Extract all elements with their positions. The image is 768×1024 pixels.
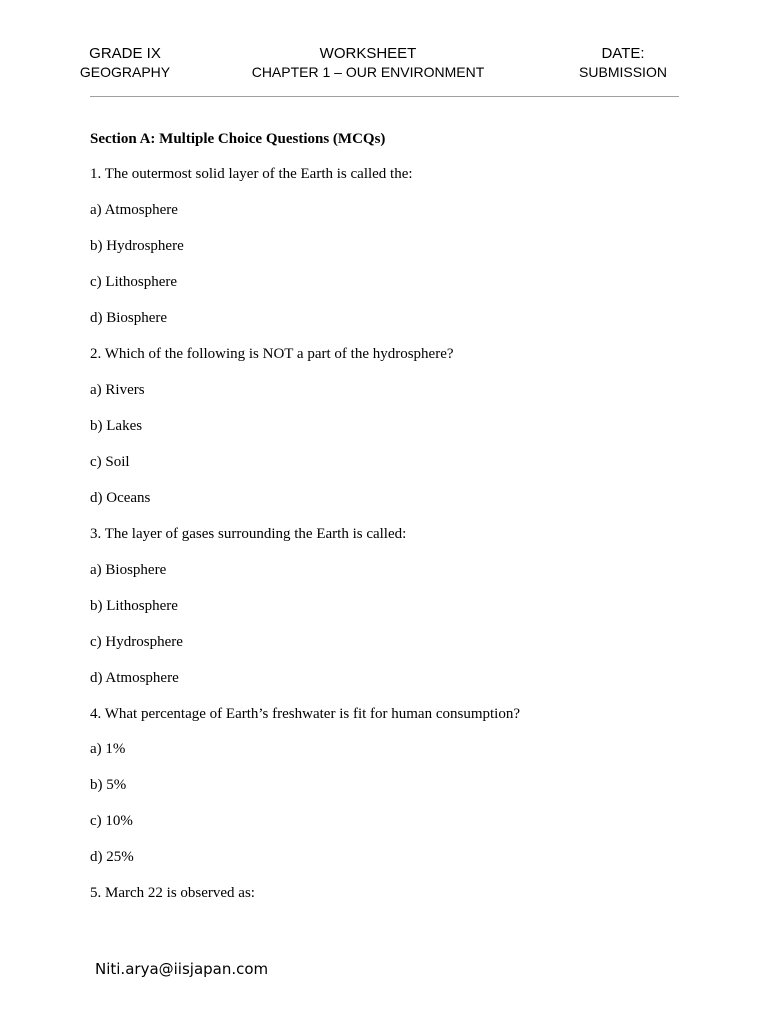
question-3: 3. The layer of gases surrounding the Earth is called:	[90, 526, 407, 542]
header-date-submission	[563, 45, 683, 81]
question-4: 4. What percentage of Earth’s freshwater is fit for human consumption?	[90, 706, 520, 722]
q1-option-b: b) Hydrosphere	[90, 238, 184, 254]
q1-option-a: a) Atmosphere	[90, 202, 178, 218]
q1-option-d: d) Biosphere	[90, 310, 168, 326]
q3-option-a: a) Biosphere	[90, 562, 167, 578]
question-5: 5. March 22 is observed as:	[90, 885, 255, 901]
q4-option-c: c) 10%	[90, 813, 133, 829]
chapter-label: CHAPTER 1 – OUR ENVIRONMENT	[251, 64, 485, 80]
q2-option-b: b) Lakes	[90, 418, 143, 434]
question-1: 1. The outermost solid layer of the Earth is called the:	[90, 166, 413, 182]
q3-option-c: c) Hydrosphere	[90, 634, 183, 650]
q3-option-d: d) Atmosphere	[90, 670, 179, 686]
question-2: 2. Which of the following is NOT a part of the hydrosphere?	[90, 346, 454, 362]
q4-option-b: b) 5%	[90, 777, 127, 793]
worksheet-label: WORKSHEET	[319, 45, 417, 62]
q2-option-a: a) Rivers	[90, 382, 145, 398]
date-label: DATE:	[601, 45, 645, 62]
subject-label: GEOGRAPHY	[79, 64, 171, 80]
q1-option-c: c) Lithosphere	[90, 274, 178, 290]
footer-email: Niti.arya@iisjapan.com	[95, 960, 269, 978]
grade-label: GRADE IX	[89, 45, 161, 62]
q2-option-c: c) Soil	[90, 454, 130, 470]
header-divider	[90, 96, 679, 97]
q4-option-a: a) 1%	[90, 741, 126, 757]
header-worksheet-chapter	[218, 45, 518, 81]
q3-option-b: b) Lithosphere	[90, 598, 178, 614]
section-title: Section A: Multiple Choice Questions (MCQs)	[90, 131, 386, 147]
submission-label: SUBMISSION	[579, 64, 667, 80]
q4-option-d: d) 25%	[90, 849, 134, 865]
q2-option-d: d) Oceans	[90, 490, 151, 506]
header-grade-subject	[75, 45, 175, 81]
